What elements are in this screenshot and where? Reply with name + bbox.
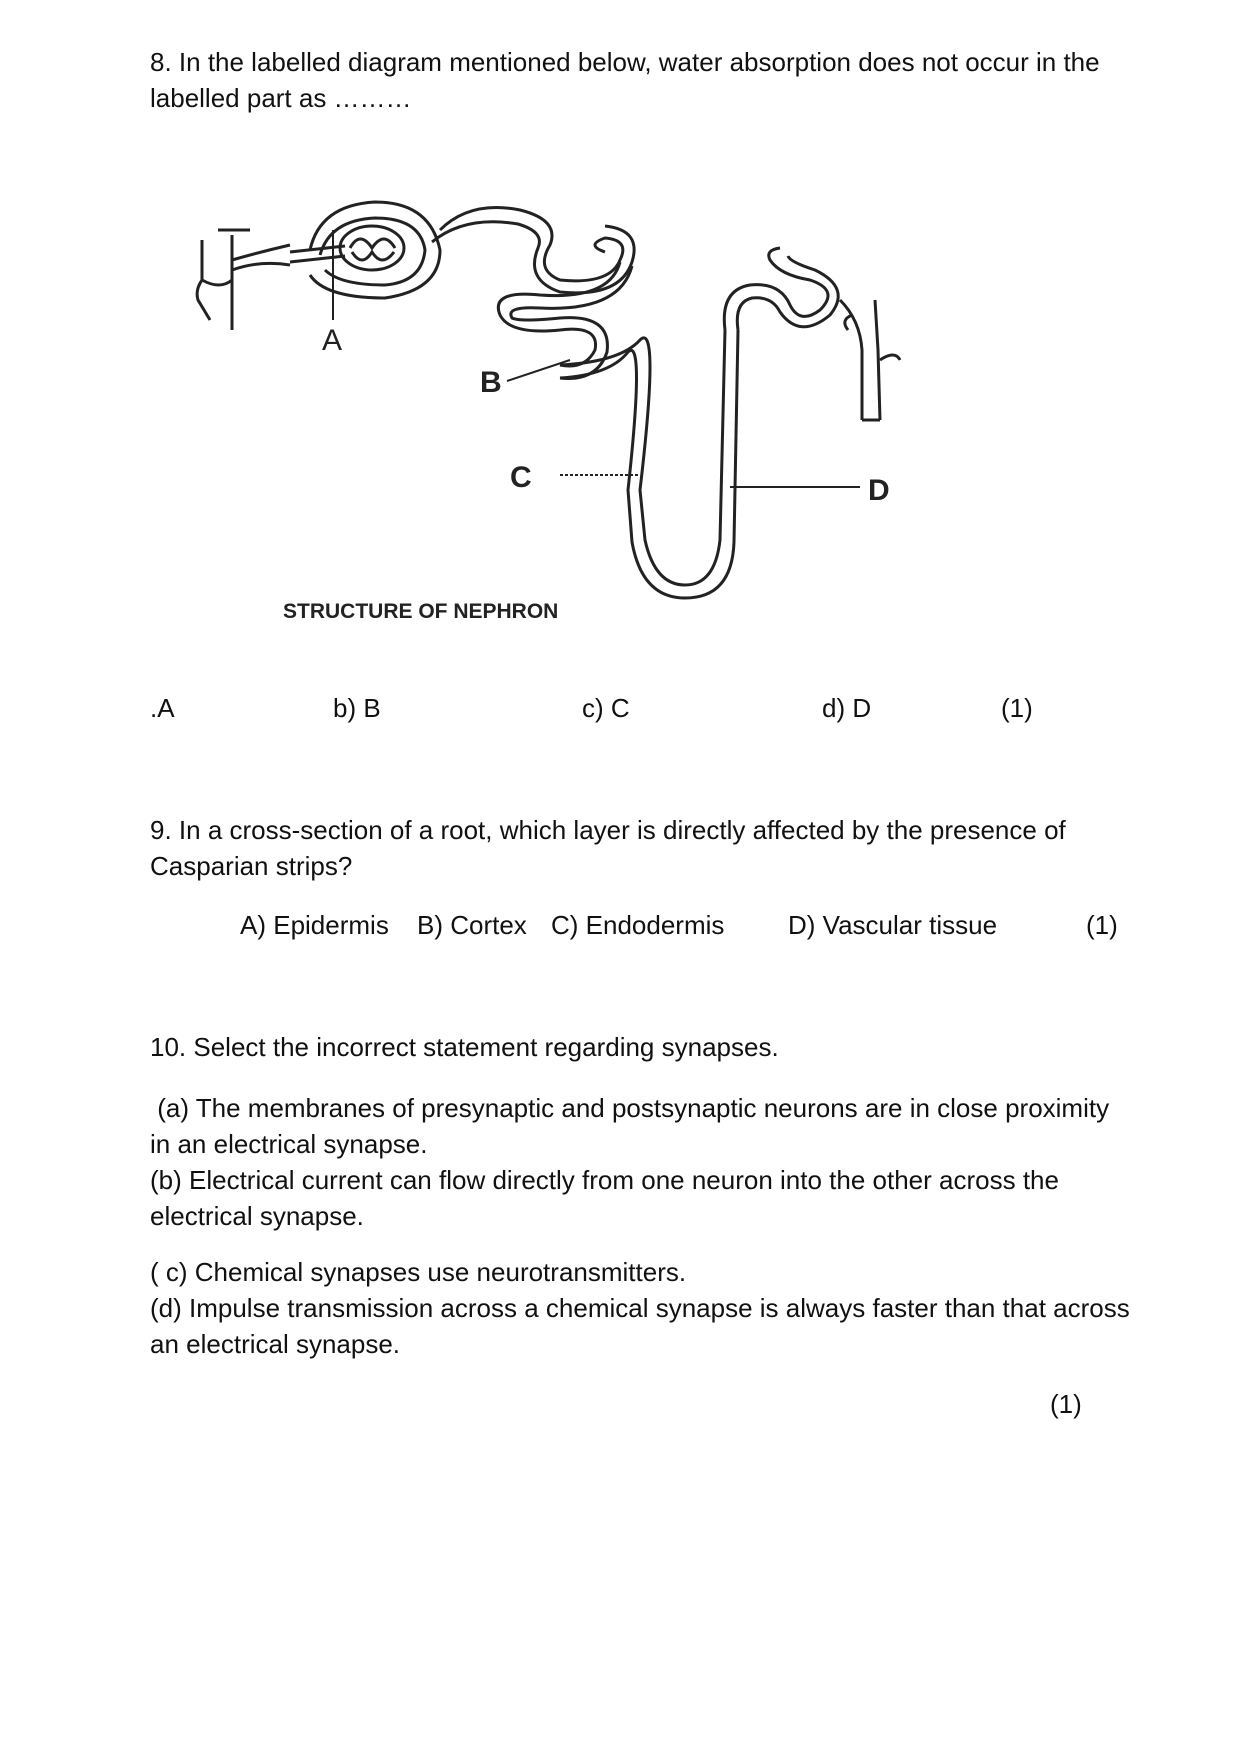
q9-option-a[interactable]: A) Epidermis (240, 910, 389, 940)
question-8-line-2: labelled part as ……… (150, 83, 412, 113)
q10-option-a-line-1[interactable]: (a) The membranes of presynaptic and postsynaptic neurons are in close proximity (150, 1093, 1110, 1123)
q10-option-c-line-1[interactable]: ( c) Chemical synapses use neurotransmitters. (150, 1257, 687, 1287)
label-b: B (480, 366, 502, 399)
label-a: A (322, 324, 343, 357)
q10-options-ab (150, 1090, 1160, 1234)
q8-option-c[interactable]: c) C (582, 693, 630, 723)
collecting-duct (840, 300, 900, 420)
q9-marks: (1) (1086, 910, 1118, 940)
proximal-convoluted-tubule (432, 208, 634, 379)
q10-marks: (1) (1050, 1389, 1082, 1419)
q10-options-cd (150, 1254, 1160, 1362)
bowmans-capsule (310, 202, 440, 298)
q8-marks: (1) (1001, 693, 1033, 723)
glomerulus (290, 226, 404, 270)
question-8-stem (150, 44, 1160, 116)
q10-option-d-line-2[interactable]: an electrical synapse. (150, 1329, 401, 1359)
question-10-stem: 10. Select the incorrect statement regarding synapses. (150, 1032, 779, 1062)
question-9-stem (150, 812, 1160, 884)
q8-option-b[interactable]: b) B (333, 693, 381, 723)
afferent-vessel (197, 230, 290, 330)
nephron-diagram (140, 190, 1040, 670)
q8-option-d[interactable]: d) D (822, 693, 872, 723)
loop-of-henle (560, 330, 738, 598)
q10-option-b-line-1[interactable]: (b) Electrical current can flow directly from one neuron into the other across the (150, 1165, 1059, 1195)
q9-option-d[interactable]: D) Vascular tissue (788, 910, 998, 940)
question-9-line-1: 9. In a cross-section of a root, which layer is directly affected by the presence of (150, 815, 1066, 845)
question-8-line-1: 8. In the labelled diagram mentioned below, water absorption does not occur in the (150, 47, 1100, 77)
q10-option-a-line-2[interactable]: in an electrical synapse. (150, 1129, 428, 1159)
q10-option-d-line-1[interactable]: (d) Impulse transmission across a chemical synapse is always faster than that across (150, 1293, 1130, 1323)
diagram-caption: STRUCTURE OF NEPHRON (283, 600, 559, 623)
label-d: D (868, 474, 890, 507)
q8-option-a[interactable]: .A (150, 693, 175, 723)
q9-option-b[interactable]: B) Cortex (417, 910, 527, 940)
q10-option-b-line-2[interactable]: electrical synapse. (150, 1201, 364, 1231)
label-c: C (510, 461, 532, 494)
question-9-line-2: Casparian strips? (150, 851, 353, 881)
q9-option-c[interactable]: C) Endodermis (551, 910, 725, 940)
distal-convoluted-tubule (724, 248, 838, 330)
